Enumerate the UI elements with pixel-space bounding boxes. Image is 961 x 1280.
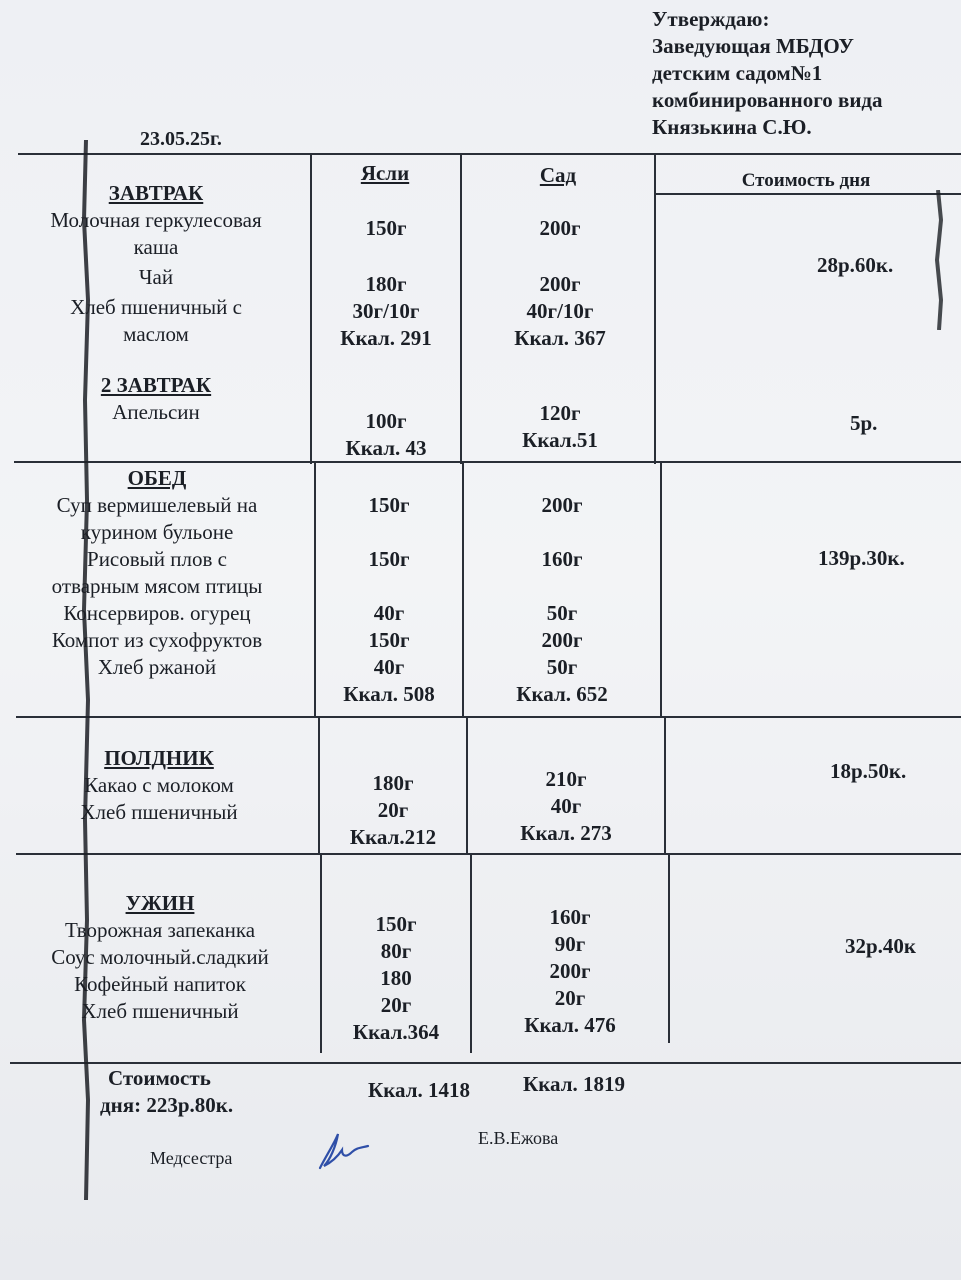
dish-name: Кофейный напиток <box>74 972 246 996</box>
portion-value: 20г <box>554 986 586 1010</box>
portion-value: 90г <box>554 932 586 956</box>
portion-value: 200г <box>539 216 581 240</box>
dish-name: маслом <box>123 322 189 346</box>
column-divider <box>460 153 462 464</box>
section-title: ОБЕД <box>127 466 187 490</box>
breakfast2-section <box>0 372 312 426</box>
dish-name: Какао с молоком <box>84 773 234 797</box>
lunch-yasli <box>316 492 462 708</box>
dish-name: Молочная геркулесовая <box>50 208 262 232</box>
kcal-value: Ккал.51 <box>522 428 598 452</box>
binding-mark <box>932 190 946 330</box>
dinner-sad <box>472 904 668 1039</box>
breakfast2-yasli <box>312 408 460 462</box>
portion-value: 20г <box>377 798 409 822</box>
total-kcal-sad: Ккал. 1819 <box>523 1072 625 1096</box>
portion-value: 200г <box>539 272 581 296</box>
dish-name: Хлеб пшеничный <box>81 999 239 1023</box>
breakfast-sad <box>464 215 656 352</box>
kcal-value: Ккал. 476 <box>524 1013 616 1037</box>
portion-value: 50г <box>546 655 578 679</box>
dish-name: курином бульоне <box>80 520 234 544</box>
section-title: ПОЛДНИК <box>104 746 214 770</box>
column-divider <box>668 853 670 1043</box>
portion-value: 160г <box>541 547 583 571</box>
approval-line: детским садом№1 <box>652 61 823 85</box>
kcal-value: Ккал. 508 <box>343 682 435 706</box>
dinner-section <box>0 890 320 1025</box>
section-title: УЖИН <box>125 891 195 915</box>
breakfast-yasli <box>312 215 460 352</box>
approval-line: Князькина С.Ю. <box>652 115 812 139</box>
breakfast2-cost: 5р. <box>850 411 878 435</box>
binding-mark <box>78 140 94 1200</box>
portion-value: 200г <box>549 959 591 983</box>
kcal-value: Ккал. 652 <box>516 682 608 706</box>
portion-value: 40г <box>373 655 405 679</box>
portion-value: 200г <box>541 628 583 652</box>
dinner-cost: 32р.40к <box>845 934 917 958</box>
approval-line: Заведующая МБДОУ <box>652 34 854 58</box>
portion-value: 100г <box>365 409 407 433</box>
dish-name: каша <box>133 235 179 259</box>
kcal-value: Ккал. 273 <box>520 821 612 845</box>
column-header-sad: Сад <box>539 163 577 187</box>
portion-value: 210г <box>545 767 587 791</box>
dish-name: Чай <box>138 265 174 289</box>
dish-name: Соус молочный.сладкий <box>51 945 269 969</box>
portion-value: 150г <box>368 628 410 652</box>
approval-line: комбинированного вида <box>652 88 883 112</box>
portion-value: 150г <box>368 493 410 517</box>
column-header-yasli: Ясли <box>360 161 410 185</box>
dish-name: Консервиров. огурец <box>63 601 251 625</box>
breakfast-section <box>0 180 312 348</box>
table-bottom-border <box>10 1062 961 1064</box>
dish-name: Творожная запеканка <box>64 918 256 942</box>
column-header-cost: Стоимость дня <box>741 170 871 191</box>
portion-value: 40г/10г <box>526 299 594 323</box>
portion-value: 180г <box>372 771 414 795</box>
portion-value: 20г <box>380 993 412 1017</box>
kcal-value: Ккал. 291 <box>340 326 432 350</box>
lunch-section <box>0 465 314 681</box>
breakfast-cost: 28р.60к. <box>817 253 894 277</box>
section-title: ЗАВТРАК <box>108 181 204 205</box>
dish-name: Компот из сухофруктов <box>51 628 263 652</box>
portion-value: 150г <box>365 216 407 240</box>
menu-date: 23.05.25г. <box>140 128 222 150</box>
total-kcal-yasli: Ккал. 1418 <box>368 1078 470 1102</box>
dish-name: отварным мясом птицы <box>51 574 263 598</box>
kcal-value: Ккал.212 <box>349 825 437 849</box>
portion-value: 150г <box>368 547 410 571</box>
lunch-cost: 139р.30к. <box>818 546 905 570</box>
row-divider-lunch <box>14 461 961 463</box>
table-top-border <box>18 153 961 155</box>
snack-sad <box>468 766 664 847</box>
dinner-yasli <box>322 911 470 1046</box>
portion-value: 160г <box>549 905 591 929</box>
portion-value: 40г <box>550 794 582 818</box>
portion-value: 180г <box>365 272 407 296</box>
snack-section <box>0 745 318 826</box>
snack-yasli <box>320 770 466 851</box>
total-cost-value: дня: 223р.80к. <box>100 1093 234 1117</box>
dish-name: Суп вермишелевый на <box>56 493 258 517</box>
kcal-value: Ккал. 367 <box>514 326 606 350</box>
approval-block <box>652 6 883 141</box>
portion-value: 40г <box>373 601 405 625</box>
signature-image <box>312 1126 376 1174</box>
dish-name: Хлеб пшеничный с <box>70 295 242 319</box>
portion-value: 50г <box>546 601 578 625</box>
nurse-title: Медсестра <box>150 1148 233 1168</box>
section-title: 2 ЗАВТРАК <box>100 373 212 397</box>
row-divider-dinner <box>16 853 961 855</box>
breakfast2-sad <box>464 400 656 454</box>
lunch-sad <box>464 492 660 708</box>
column-divider <box>664 716 666 855</box>
portion-value: 80г <box>380 939 412 963</box>
dish-name: Хлеб ржаной <box>97 655 217 679</box>
dish-name: Хлеб пшеничный <box>80 800 238 824</box>
column-divider <box>660 461 662 718</box>
nurse-name: Е.В.Ежова <box>478 1128 559 1148</box>
portion-value: 150г <box>375 912 417 936</box>
portion-value: 180 <box>380 966 412 990</box>
portion-value: 30г/10г <box>352 299 420 323</box>
row-divider-snack <box>16 716 961 718</box>
total-cost-label: Стоимость <box>108 1066 211 1090</box>
kcal-value: Ккал. 43 <box>345 436 427 460</box>
approval-line: Утверждаю: <box>652 7 770 31</box>
portion-value: 120г <box>539 401 581 425</box>
kcal-value: Ккал.364 <box>352 1020 440 1044</box>
snack-cost: 18р.50к. <box>830 759 907 783</box>
dish-name: Апельсин <box>112 400 200 424</box>
dish-name: Рисовый плов с <box>87 547 227 571</box>
portion-value: 200г <box>541 493 583 517</box>
